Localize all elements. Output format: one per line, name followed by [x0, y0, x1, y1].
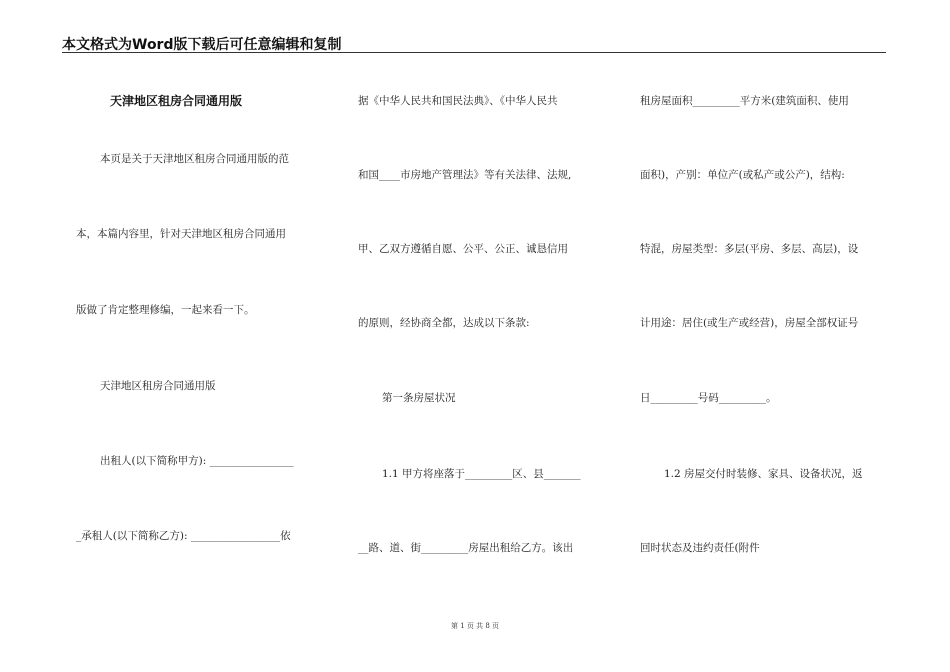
- body-line: 日_________号码_________。: [640, 392, 777, 404]
- document-title: 天津地区租房合同通用版: [110, 94, 243, 108]
- body-line: 计用途：居住(或生产或经营)，房屋全部权证号: [640, 317, 859, 329]
- header-divider: [62, 52, 886, 53]
- body-line: 的原则，经协商全都，达成以下条款:: [358, 317, 530, 329]
- body-line: 本，本篇内容里，针对天津地区租房合同通用: [76, 228, 286, 240]
- body-line: 1.2 房屋交付时装修、家具、设备状况，返: [664, 468, 863, 480]
- document-header-title: 本文格式为Word版下载后可任意编辑和复制: [62, 37, 342, 53]
- body-line: 回时状态及违约责任(附件: [640, 542, 760, 554]
- section-heading: 第一条房屋状况: [382, 392, 456, 404]
- body-line: 面积)，产别：单位产(或私产或公产)，结构:: [640, 169, 845, 181]
- body-line: 1.1 甲方将座落于_________区、县_______: [382, 468, 581, 480]
- page-number: 第 1 页 共 8 页: [450, 622, 500, 630]
- body-line: 据《中华人民共和国民法典》、《中华人民共: [358, 95, 558, 107]
- section-heading: 天津地区租房合同通用版: [100, 380, 216, 392]
- body-line: __路、道、街_________房屋出租给乙方。该出: [358, 542, 574, 554]
- body-line: 版做了肯定整理修编，一起来看一下。: [76, 304, 255, 316]
- body-line: 出租人(以下简称甲方): ________________: [100, 455, 294, 467]
- body-line: 租房屋面积_________平方米(建筑面积、使用: [640, 95, 849, 107]
- body-line: 本页是关于天津地区租房合同通用版的范: [100, 153, 289, 165]
- body-line: _承租人(以下简称乙方): _________________依: [76, 530, 291, 542]
- body-line: 甲、乙双方遵循自愿、公平、公正、诚恳信用: [358, 243, 568, 255]
- body-line: 和国____市房地产管理法》等有关法律、法规,: [358, 169, 572, 181]
- body-line: 特混，房屋类型：多层(平房、多层、高层)，设: [640, 243, 859, 255]
